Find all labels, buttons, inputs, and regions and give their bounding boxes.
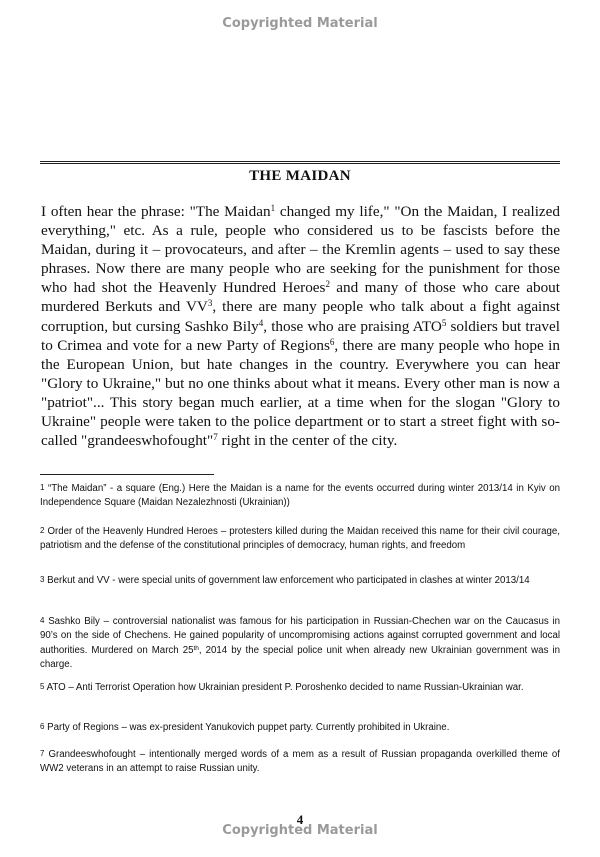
copyright-watermark-top: Copyrighted Material [222, 16, 378, 31]
page-number: 4 [296, 812, 304, 827]
footnote-ref-3[interactable]: 3 [207, 298, 213, 309]
footnote-2 [40, 525, 560, 554]
footnote-7 [40, 748, 560, 777]
footnote-text: Order of the Heavenly Hundred Heroes – protesters killed during the Maidan received this name for their civil courage, patriotism and the defense of the constitutional principles of democracy, human rights, and freedom [40, 526, 560, 552]
footnote-ref-5[interactable]: 5 [441, 317, 447, 328]
footnote-text: Berkut and VV - were special units of government law enforcement who participated in clashes at winter 2013/14 [44, 575, 530, 586]
body-paragraph [41, 202, 560, 450]
footnote-text: Grandeeswhofought – intentionally merged words of a mem as a result of Russian propaganda overkilled theme of WW2 veterans in an attempt to raise Russian unity. [40, 749, 560, 775]
footnote-number: 7 [40, 749, 45, 758]
footnote-text: Party of Regions – was ex-president Yanukovich puppet party. Currently prohibited in Ukraine. [44, 722, 450, 733]
footnote-ref-2[interactable]: 2 [325, 279, 330, 290]
chapter-title: THE MAIDAN [249, 168, 351, 184]
body-text: and many of those who care about murdered Berkuts and VV [41, 279, 560, 316]
footnote-number: 1 [40, 483, 45, 492]
footnote-text: “The Maidan” - a square (Eng.) Here the Maidan is a name for the events occurred during winter 2013/14 in Kyiv on Independence Square (Maidan Nezalezhnosti (Ukrainian)) [40, 483, 560, 509]
footnote-text: , 2014 by the special police unit when already new Ukrainian government was in charge. [40, 644, 560, 670]
body-text: I often hear the phrase: "The Maidan [41, 203, 271, 220]
body-text: , there are many people who hope in the European Union, but hate changes in the country. Everywhere you can hear "Glory to Ukraine," but no one thinks about what it means. Every other man is now a "patriot"... This story began much earlier, at a time when for the slogan "Glory to Ukraine" people were taken to the police department or to start a street fight with so-called "grandeeswhofought" [41, 336, 560, 450]
footnote-number: 5 [40, 682, 45, 691]
body-text: , there are many people who talk about a fight against corruption, but cursing Sashko Bily [41, 298, 561, 335]
body-text: right in the center of the city. [217, 432, 398, 450]
footnote-6 [40, 721, 560, 735]
footnote-number: 6 [40, 722, 45, 731]
footnote-5 [40, 681, 560, 695]
footnote-number: 4 [40, 616, 45, 625]
footnote-text: Sashko Bily – controversial nationalist was famous for his participation in Russian-Chechen war on the Caucasus in 90’s on the side of Chechens. He gained popularity of uncompromising actions against corrupted government and local authorities. Murdered on March 25 [40, 616, 560, 656]
footnote-number: 2 [40, 526, 45, 535]
footnote-number: 3 [40, 575, 45, 584]
footnote-1 [40, 482, 560, 511]
footnote-ref-1[interactable]: 1 [270, 203, 276, 213]
footnote-3 [40, 574, 560, 588]
body-text: soldiers but travel to Crimea and vote for a new Party of Regions [41, 317, 560, 354]
header-rule [40, 161, 560, 164]
footnote-text: ATO – Anti Terrorist Operation how Ukrainian president P. Poroshenko decided to name Russian-Ukrainian war. [44, 682, 524, 693]
body-text: changed my life," "On the Maidan, I realized everything," etc. As a rule, people who considered us to be fascists before the Maidan, during it – provocateurs, and after – the Kremlin agents – used to say these phrases. Now there are many people who are seeking for the punishment for those who had shot the Heavenly Hundred Heroes [41, 203, 561, 297]
footnote-separator [40, 474, 214, 475]
copyright-watermark-bottom: Copyrighted Material [222, 823, 378, 838]
footnote-ref-4[interactable]: 4 [258, 317, 264, 328]
ordinal-suffix: th [193, 644, 199, 652]
footnote-4 [40, 615, 560, 672]
body-text: , those who are praising ATO [263, 317, 442, 335]
footnote-ref-6[interactable]: 6 [329, 336, 335, 347]
footnote-ref-7[interactable]: 7 [213, 432, 218, 443]
